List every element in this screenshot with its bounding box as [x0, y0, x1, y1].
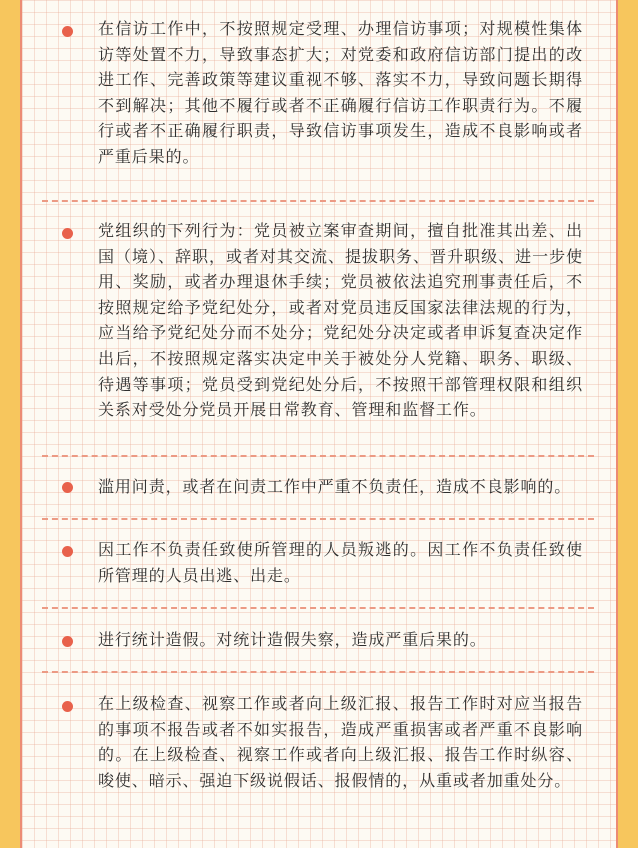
divider — [42, 518, 594, 520]
divider — [42, 455, 594, 457]
item-text: 因工作不负责任致使所管理的人员叛逃的。因工作不负责任致使所管理的人员出逃、出走。 — [98, 540, 583, 585]
bullet-dot-icon — [62, 228, 73, 239]
item-text: 滥用问责，或者在问责工作中严重不负责任，造成不良影响的。 — [98, 477, 572, 496]
divider — [42, 200, 594, 202]
item-text: 进行统计造假。对统计造假失察，造成严重后果的。 — [98, 630, 487, 649]
bullet-dot-icon — [62, 546, 73, 557]
content-card — [20, 0, 618, 848]
divider — [42, 607, 594, 609]
bullet-dot-icon — [62, 482, 73, 493]
item-text: 在上级检查、视察工作或者向上级汇报、报告工作时对应当报告的事项不报告或者不如实报告，造成严重损害或者严重不良影响的。在上级检查、视察工作或者向上级汇报、报告工作时纵容、唆使、暗示、强迫下级说假话、报假情的，从重或者加重处分。 — [98, 694, 583, 790]
bullet-dot-icon — [62, 636, 73, 647]
item-text: 在信访工作中，不按照规定受理、办理信访事项；对规模性集体访等处置不力，导致事态扩大；对党委和政府信访部门提出的改进工作、完善政策等建议重视不够、落实不力，导致问题长期得不到解决；其他不履行或者不正确履行信访工作职责行为。不履行或者不正确履行职责，导致信访事项发生，造成不良影响或者严重后果的。 — [98, 19, 583, 166]
item-text: 党组织的下列行为：党员被立案审查期间，擅自批准其出差、出国（境）、辞职，或者对其交流、提拔职务、晋升职级、进一步使用、奖励，或者办理退休手续；党员被依法追究刑事责任后，不按照规定给予党纪处分，或者对党员违反国家法律法规的行为，应当给予党纪处分而不处分；党纪处分决定或者申诉复查决定作出后，不按照规定落实决定中关于被处分人党籍、职务、职级、待遇等事项；党员受到党纪处分后，不按照干部管理权限和组织关系对受处分党员开展日常教育、管理和监督工作。 — [98, 221, 583, 420]
divider — [42, 671, 594, 673]
bullet-dot-icon — [62, 701, 73, 712]
bullet-dot-icon — [62, 26, 73, 37]
